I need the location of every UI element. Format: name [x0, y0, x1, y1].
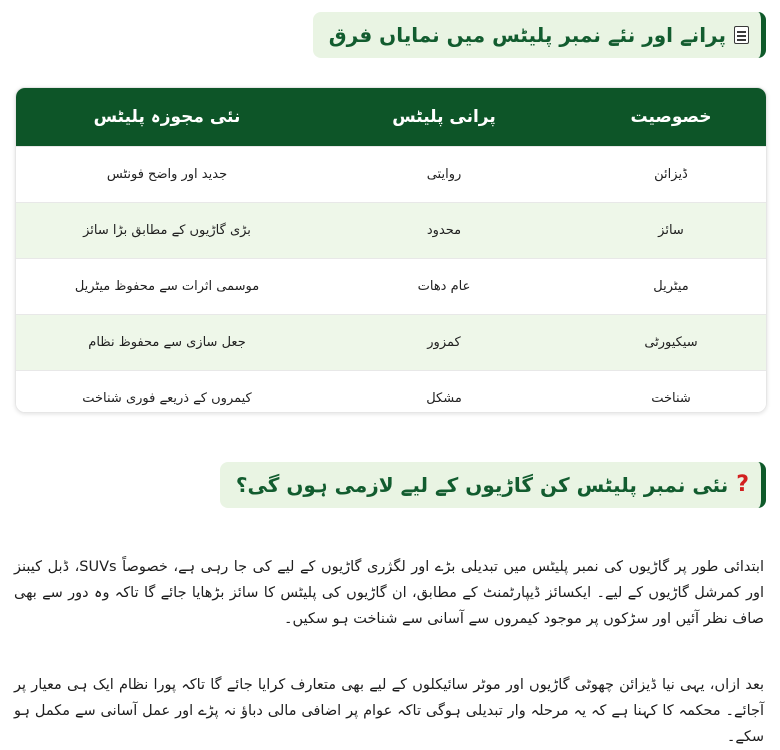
section-heading-which-vehicles [220, 462, 766, 508]
body-paragraph: ابتدائی طور پر گاڑیوں کی نمبر پلیٹس میں تبدیلی بڑے اور لگژری گاڑیوں کے لیے کی جا رہی ہے، خصوصاً SUVs، ڈبل کیبنز اور کمرشل گاڑیوں کے لیے۔ ایکسائز ڈیپارٹمنٹ کے مطابق، ان گاڑیوں کی پلیٹس کا سائز بڑھایا جائے گا تاکہ وہ دور سے بھی صاف نظر آئیں اور سڑکوں پر موجود کیمروں سے آسانی سے شناخت ہو سکیں۔ [14, 558, 764, 627]
table-header-row [16, 88, 767, 146]
table-cell: محدود [426, 222, 462, 238]
section-heading-text: نئی نمبر پلیٹس کن گاڑیوں کے لیے لازمی ہوں گی؟ [235, 473, 729, 497]
column-header-new-plates: نئی مجوزہ پلیٹس [93, 107, 241, 128]
scroll-icon [734, 26, 749, 44]
table-row [16, 146, 767, 202]
table-cell: جعل سازی سے محفوظ نظام [88, 334, 246, 350]
table-row [16, 258, 767, 314]
table-cell: عام دھات [417, 278, 471, 294]
table-cell: میٹریل [653, 278, 689, 294]
question-mark-icon: ? [736, 472, 749, 497]
section-heading-differences [313, 12, 766, 58]
table-cell: کیمروں کے ذریعے فوری شناخت [82, 390, 252, 406]
table-row [16, 202, 767, 258]
table-cell: جدید اور واضح فونٹس [106, 166, 228, 182]
table-cell: مشکل [426, 390, 462, 406]
table-cell: سیکیورٹی [644, 334, 698, 350]
comparison-table [15, 87, 767, 413]
table-cell: شناخت [651, 390, 691, 406]
body-paragraph: بعد ازاں، یہی نیا ڈیزائن چھوٹی گاڑیوں اور موٹر سائیکلوں کے لیے بھی متعارف کرایا جائے گا تاکہ پورا نظام ایک ہی معیار پر آجائے۔ محکمہ کا کہنا ہے کہ یہ مرحلہ وار تبدیلی ہوگی تاکہ عوام پر اضافی مالی دباؤ نہ پڑے اور عمل آسانی سے مکمل ہو سکے۔ [14, 676, 764, 745]
table-cell: بڑی گاڑیوں کے مطابق بڑا سائز [83, 222, 251, 238]
column-header-old-plates: پرانی پلیٹس [392, 106, 496, 127]
section-heading-text: پرانے اور نئے نمبر پلیٹس میں نمایاں فرق [328, 23, 726, 47]
table-cell: کمزور [427, 334, 461, 350]
table-row [16, 370, 767, 413]
table-cell: ڈیزائن [654, 166, 688, 182]
column-header-feature: خصوصیت [630, 106, 712, 127]
table-cell: موسمی اثرات سے محفوظ میٹریل [74, 278, 260, 294]
table-row [16, 314, 767, 370]
table-cell: روایتی [426, 166, 462, 182]
table-cell: سائز [658, 222, 684, 238]
